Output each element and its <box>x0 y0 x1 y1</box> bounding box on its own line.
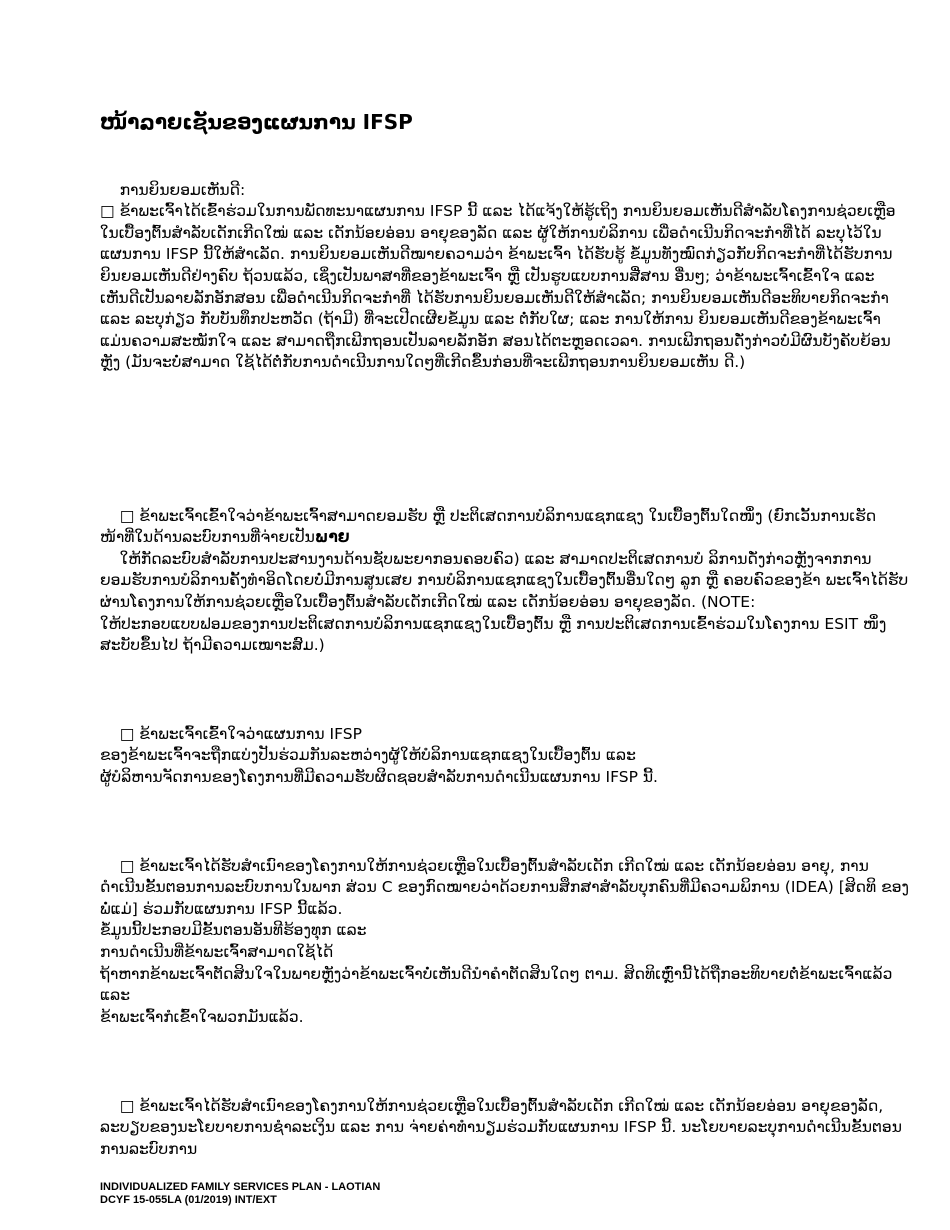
footer-form-title: INDIVIDUALIZED FAMILY SERVICES PLAN - LAOTIAN <box>100 1181 381 1193</box>
fees-text: □ ຂ້າພະເຈົ້າໄດ້ຮັບສຳເນົາຂອງໂຄງການໃຫ້ການຊ່ວຍເຫຼືອໃນເບື້ອງຕົ້ນສຳລັບເດັກ ເກີດໃໝ່ ແລະ ເດັກນ້ອຍອ່ອນ ອາຍຸຂອງລັດ, ລະບຽບຂອງນະໂຍບາຍການຊຳລະເງິນ ແລະ ການ ຈ່າຍຄ່າທຳນຽມຮ່ວມກັບແຜນການ IFSP ນີ້. ນະໂຍບາຍລະບຸການດຳເນີນຂັ້ນຕອນການລະບົບການ <box>100 1096 902 1158</box>
page-title: ໜ້າລາຍເຊັນຂອງແຜນການ IFSP <box>100 110 413 134</box>
fees-paragraph <box>100 1074 910 1158</box>
accept-decline-paragraph <box>100 484 910 678</box>
rights-paragraph <box>100 834 910 1050</box>
consent-paragraph <box>100 158 910 460</box>
sharing-text: □ ຂ້າພະເຈົ້າເຂົ້າໃຈວ່າແຜນການ IFSP ຂອງຂ້າພະເຈົ້າຈະຖືກແບ່ງປັນຮ່ວມກັນລະຫວ່າງຜູ້ໃຫ້ບໍລິການແຊກແຊງໃນເບື້ອງຕົ້ນ ແລະ ຜູ້ບໍລິຫານຈັດການຂອງໂຄງການທີ່ມີຄວາມຮັບຜິດຊອບສຳລັບການດຳເນີນແຜນການ IFSP ນີ້. <box>100 724 658 786</box>
consent-text: ການຍິນຍອມເຫັນດີ: □ ຂ້າພະເຈົ້າໄດ້ເຂົ້າຮ່ວມໃນການພັດທະນາແຜນການ IFSP ນີ້ ແລະ ໄດ້ແຈ້ງໃຫ້ຮູ້ເຖິງ ການຍິນຍອມເຫັນດີສຳລັບໂຄງການຊ່ວຍເຫຼືອໃນເບື້ອງຕົ້ນສຳລັບເດັກເກີດໃໝ່ ແລະ ເດັກນ້ອຍອ່ອນ ອາຍຸຂອງລັດ ແລະ ຜູ້ໃຫ້ການບໍລິການ ເພື່ອດຳເນີນກິດຈະກຳທີ່ໄດ້ ລະບຸໄວ້ໃນແຜນການ IFSP ນີ້ໃຫ້ສຳເລັດ. ການຍິນຍອມເຫັນດີໝາຍຄວາມວ່າ ຂ້າພະເຈົ້າ ໄດ້ຮັບຮູ້ ຂໍ້ມູນທັງໝົດກ່ຽວກັບກິດຈະກຳທີ່ໄດ້ຮັບການຍິນຍອມເຫັນດີຢ່າງຄົບ ຖ້ວນແລ້ວ, ເຊິ່ງເປັນພາສາທີ່ຂອງຂ້າພະເຈົ້າ ຫຼື ເປັນຮູບແບບການສື່ສານ ອື່ນໆ; ວ່າຂ້າພະເຈົ້າເຂົ້າໃຈ ແລະ ເຫັນດີເປັນລາຍລັກອັກສອນ ເພື່ອດຳເນີນກິດຈະກຳທີ່ ໄດ້ຮັບການຍິນຍອມເຫັນດີໃຫ້ສຳເລັດ; ການຍິນຍອມເຫັນດີອະທິບາຍກິດຈະກຳ ແລະ ລະບຸກ່ຽວ ກັບບັນທຶກປະຫວັດ (ຖ້າມີ) ທີ່ຈະເປີດເຜີຍຂໍ້ມູນ ແລະ ຕໍ່ກັບໃຜ; ແລະ ການໃຫ້ການ ຍິນຍອມເຫັນດີຂອງຂ້າພະເຈົ້າແມ່ນຄວາມສະໝັກໃຈ ແລະ ສາມາດຖືກເພີກຖອນເປັນລາຍລັກອັກ ສອນໄດ້ຕະຫຼອດເວລາ. ການເພີກຖອນດັ່ງກ່າວບໍ່ມີຜົນບັງຄັບຍ້ອນຫຼັງ (ມັນຈະບໍ່ສາມາດ ໃຊ້ໄດ້ຕໍ່ກັບການດຳເນີນການໃດໆທີ່ເກີດຂຶ້ນກ່ອນທີ່ຈະເພີກຖອນການຍິນຍອມເຫັນ ດີ.) <box>100 180 896 372</box>
inline-bold-word: ພາຍ <box>314 528 350 547</box>
accept-decline-text-part2: ໃຫ້ກັດລະບົບສຳລັບການປະສານງານດ້ານຊັບພະຍາກອນຄອບຄົວ) ແລະ ສາມາດປະຕິເສດການບໍ ລິການດັ່ງກ່າວຫຼັງຈາກການຍອມຮັບການບໍລິການຄັ້ງທຳອິດໂດຍບໍ່ມີການສູນເສຍ ການບໍລິການແຊກແຊງໃນເບື້ອງຕົ້ນອື່ນໃດໆ ລູກ ຫຼື ຄອບຄົວຂອງຂ້າ ພະເຈົ້າໄດ້ຮັບຜ່ານໂຄງການໃຫ້ການຊ່ວຍເຫຼືອໃນເບື້ອງຕົ້ນສຳລັບເດັກເກີດໃໝ່ ແລະ ເດັກນ້ອຍອ່ອນ ອາຍຸຂອງລັດ. (NOTE: ໃຫ້ປະກອບແບບຟອມຂອງການປະຕິເສດການບໍລິການແຊກແຊງໃນເບື້ອງຕົ້ນ ຫຼື ການປະຕິເສດການເຂົ້າຮ່ວມໃນໂຄງການ ESIT ໜຶ່ງສະບັບຂຶ້ນໄປ ຖ້າມີຄວາມເໝາະສົມ.) <box>100 549 909 655</box>
sharing-paragraph <box>100 702 910 810</box>
accept-decline-text-part1: □ ຂ້າພະເຈົ້າເຂົ້າໃຈວ່າຂ້າພະເຈົ້າສາມາດຍອມຮັບ ຫຼື ປະຕິເສດການບໍລິການແຊກແຊງ ໃນເບື້ອງຕົ້ນໃດໜຶ່ງ (ຍົກເວັ້ນການເຮັດໜ້າທີ່ໃນດ້ານລະບົບການທີ່ຈ່າຍເປັນ <box>100 506 877 547</box>
footer-form-number: DCYF 15-055LA (01/2019) INT/EXT <box>100 1194 277 1206</box>
rights-text: □ ຂ້າພະເຈົ້າໄດ້ຮັບສຳເນົາຂອງໂຄງການໃຫ້ການຊ່ວຍເຫຼືອໃນເບື້ອງຕົ້ນສຳລັບເດັກ ເກີດໃໝ່ ແລະ ເດັກນ້ອຍອ່ອນ ອາຍຸ, ການດຳເນີນຂັ້ນຕອນການລະບົບການໃນພາກ ສ່ວນ C ຂອງກົດໝາຍວ່າດ້ວຍການສຶກສາສຳລັບບຸກຄົນທີ່ມີຄວາມພິການ (IDEA) [ສິດທິ ຂອງພໍ່ແມ່] ຮ່ວມກັບແຜນການ IFSP ນີ້ແລ້ວ. ຂໍ້ມູນນີ້ປະກອບມີຂັ້ນຕອນອັນທີຮ້ອງທຸກ ແລະ ການດຳເນີນທີ່ຂ້າພະເຈົ້າສາມາດໃຊ້ໄດ້ ຖ້າຫາກຂ້າພະເຈົ້າຕັດສິນໃຈໃນພາຍຫຼັງວ່າຂ້າພະເຈົ້າບໍ່ເຫັນດີນຳຄຳຕັດສິນໃດໆ ຕາມ. ສິດທິເຫຼົ່ານີ້ໄດ້ຖືກອະທິບາຍຕໍ່ຂ້າພະເຈົ້າແລ້ວ ແລະ ຂ້າພະເຈົ້າກໍເຂົ້າໃຈພວກມັນແລ້ວ. <box>100 856 909 1026</box>
document-page <box>100 108 910 1164</box>
form-footer <box>100 1181 380 1207</box>
